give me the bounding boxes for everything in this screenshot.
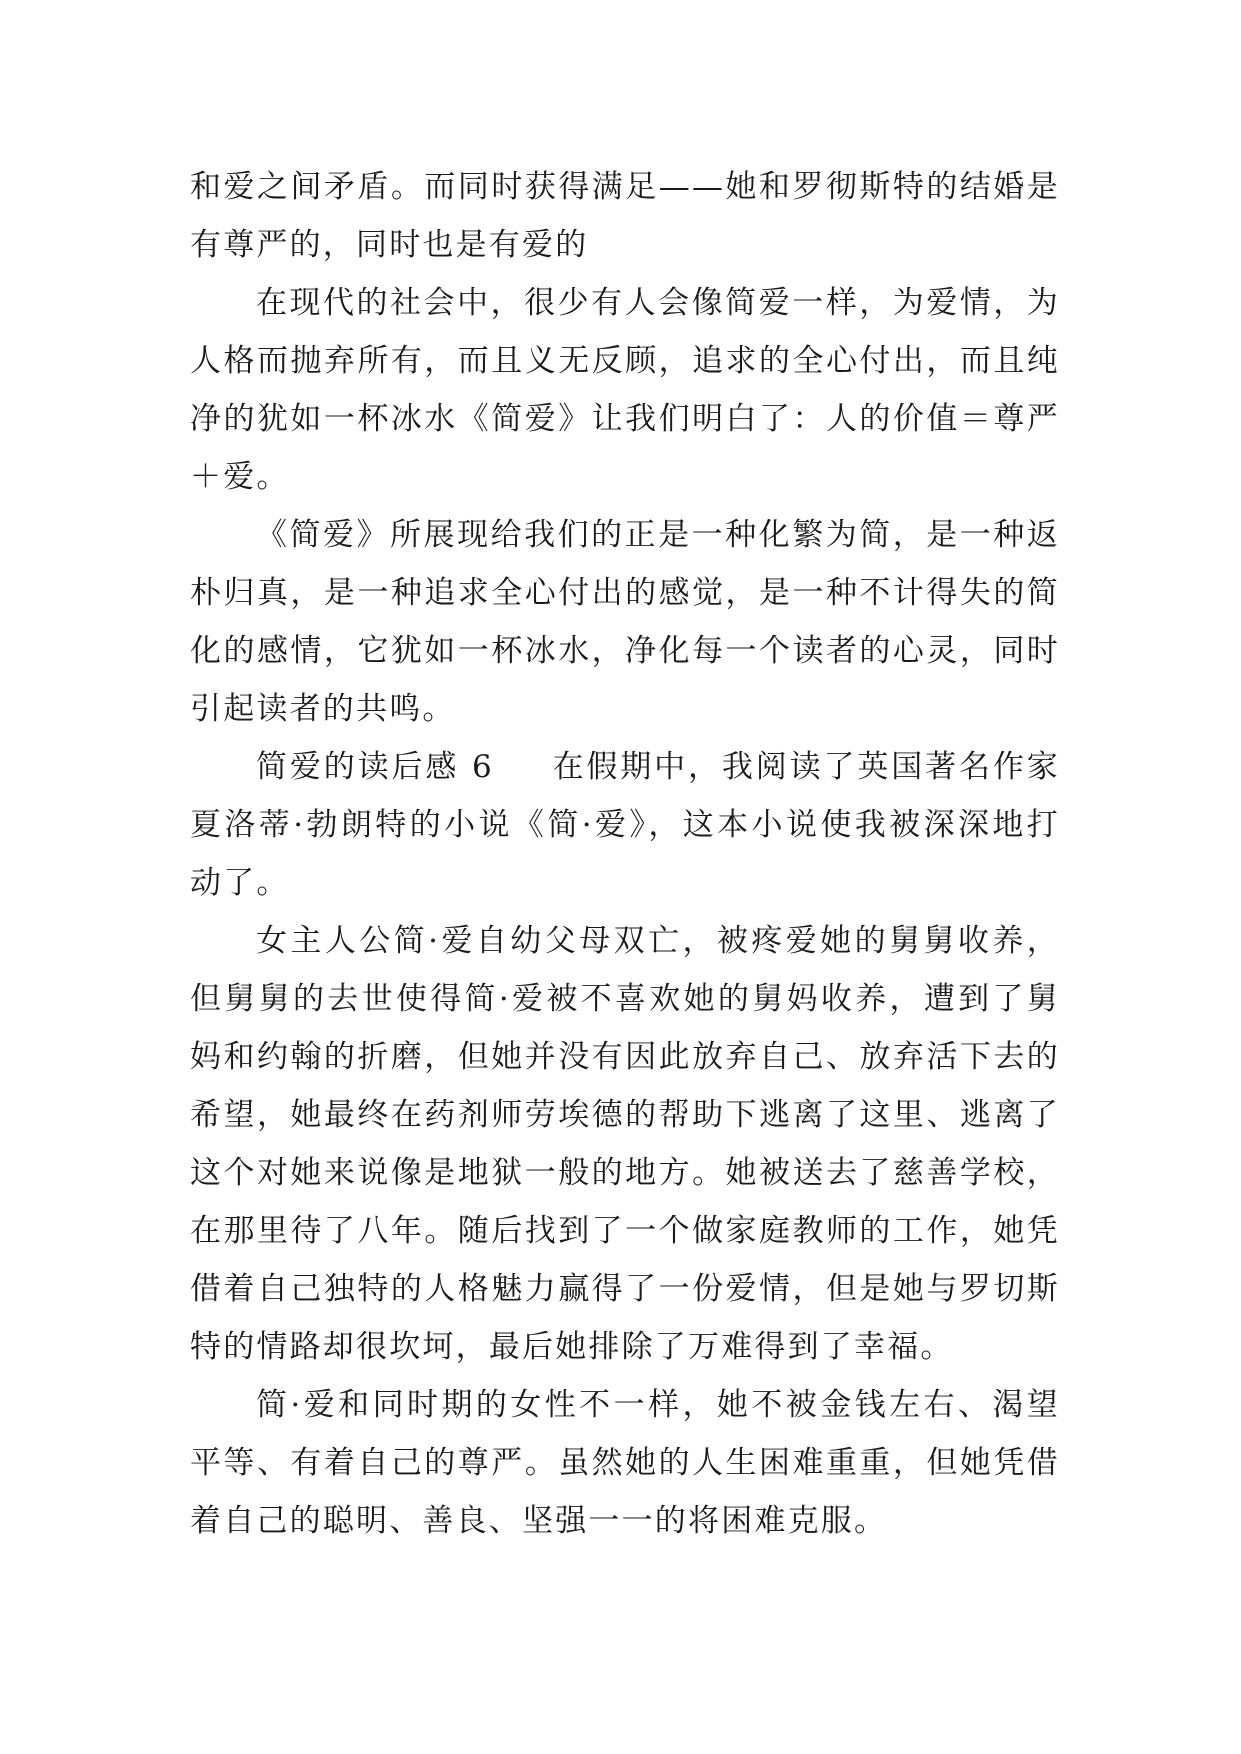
paragraph-3: [190, 506, 1060, 738]
section-heading: 简爱的读后感 6: [256, 749, 494, 785]
paragraph-2: [190, 274, 1060, 506]
paragraph-6: [190, 1376, 1060, 1550]
paragraph-3-text: 《简爱》所展现给我们的正是一种化繁为简，是一种返朴归真，是一种追求全心付出的感觉，是一种不计得失的简化的感情，它犹如一杯冰水，净化每一个读者的心灵，同时引起读者的共鸣。: [190, 517, 1060, 727]
paragraph-5: [190, 912, 1060, 1376]
paragraph-1: [190, 158, 1060, 274]
paragraph-4: [190, 738, 1060, 912]
paragraph-6-text: 简·爱和同时期的女性不一样，她不被金钱左右、渴望平等、有着自己的尊严。虽然她的人生困难重重，但她凭借着自己的聪明、善良、坚强一一的将困难克服。: [190, 1387, 1060, 1539]
paragraph-2-text: 在现代的社会中，很少有人会像简爱一样，为爱情，为人格而抛弃所有，而且义无反顾，追求的全心付出，而且纯净的犹如一杯冰水《简爱》让我们明白了：人的价值＝尊严＋爱。: [190, 285, 1060, 495]
document-body: [190, 158, 1060, 1550]
paragraph-5-text: 女主人公简·爱自幼父母双亡，被疼爱她的舅舅收养，但舅舅的去世使得简·爱被不喜欢她的舅妈收养，遭到了舅妈和约翰的折磨，但她并没有因此放弃自己、放弃活下去的希望，她最终在药剂师劳埃德的帮助下逃离了这里、逃离了这个对她来说像是地狱一般的地方。她被送去了慈善学校，在那里待了八年。随后找到了一个做家庭教师的工作，她凭借着自己独特的人格魅力赢得了一份爱情，但是她与罗切斯特的情路却很坎坷，最后她排除了万难得到了幸福。: [190, 923, 1060, 1365]
paragraph-4-text: 在假期中，我阅读了英国著名作家夏洛蒂·勃朗特的小说《简·爱》，这本小说使我被深深地打动了。: [190, 749, 1060, 901]
paragraph-1-text: 和爱之间矛盾。而同时获得满足——她和罗彻斯特的结婚是有尊严的，同时也是有爱的: [190, 169, 1060, 263]
